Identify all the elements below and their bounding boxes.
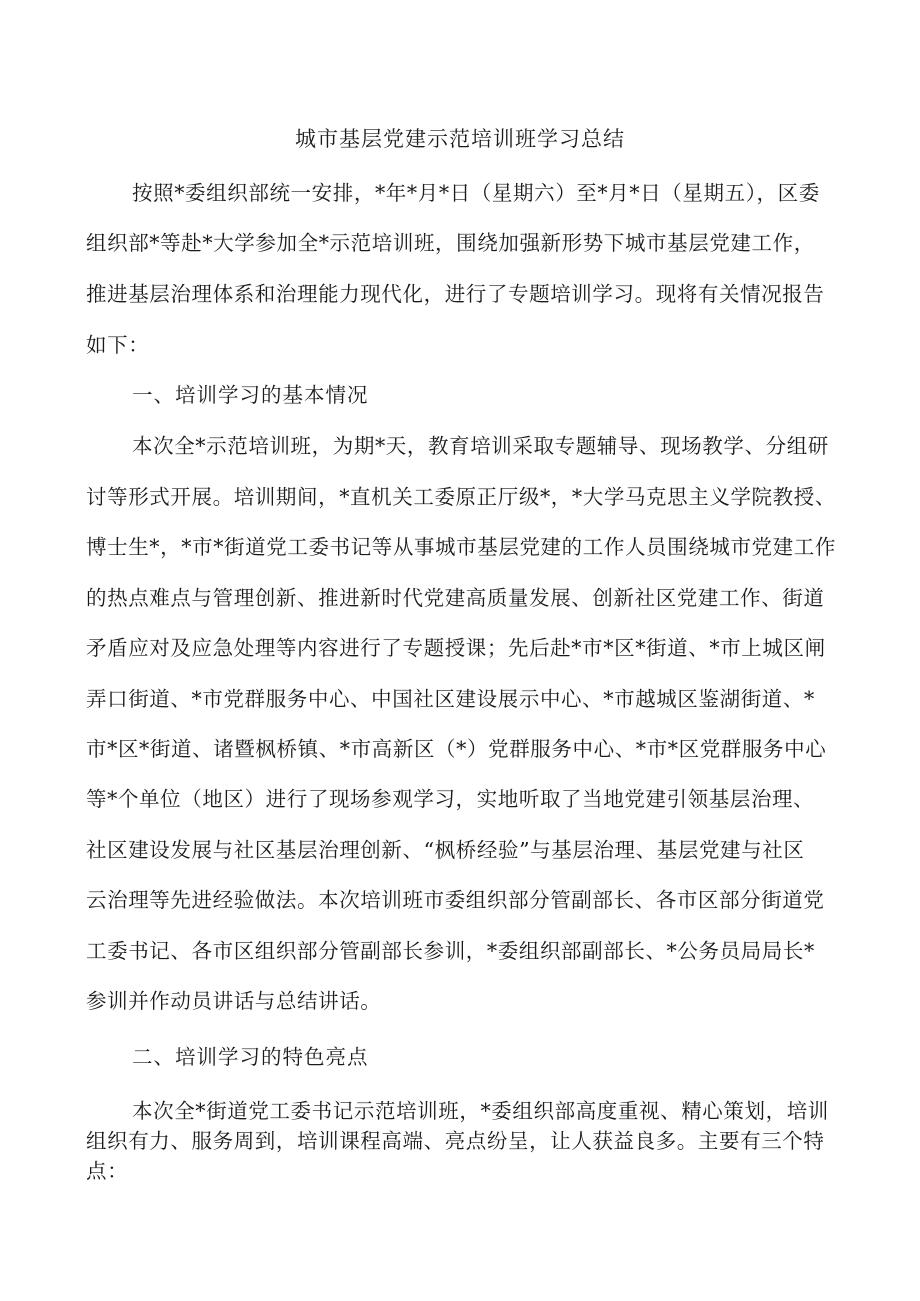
section1-line: 社区建设发展与社区基层治理创新、“枫桥经验”与基层治理、基层党建与社区 bbox=[86, 838, 805, 862]
section1-line: 的热点难点与管理创新、推进新时代党建高质量发展、创新社区党建工作、街道 bbox=[86, 586, 825, 610]
section-heading-2: 二、培训学习的特色亮点 bbox=[132, 1045, 369, 1069]
document-title: 城市基层党建示范培训班学习总结 bbox=[295, 127, 625, 151]
section1-line: 市*区*街道、诸暨枫桥镇、*市高新区（*）党群服务中心、*市*区党群服务中心 bbox=[86, 737, 827, 761]
section2-line: 本次全*街道党工委书记示范培训班，*委组织部高度重视、精心策划，培训 bbox=[132, 1099, 829, 1123]
section1-line: 博士生*，*市*街道党工委书记等从事城市基层党建的工作人员围绕城市党建工作 bbox=[86, 535, 836, 559]
section1-line: 本次全*示范培训班，为期*天，教育培训采取专题辅导、现场教学、分组研 bbox=[132, 434, 829, 458]
section2-line: 组织有力、服务周到，培训课程高端、亮点纷呈，让人获益良多。主要有三个特 bbox=[86, 1129, 825, 1153]
intro-line: 如下： bbox=[86, 333, 150, 357]
section1-line: 讨等形式开展。培训期间，*直机关工委原正厅级*，*大学马克思主义学院教授、 bbox=[86, 485, 836, 509]
section1-line: 云治理等先进经验做法。本次培训班市委组织部分管副部长、各市区部分街道党 bbox=[86, 888, 825, 912]
section1-line: 等*个单位（地区）进行了现场参观学习，实地听取了当地党建引领基层治理、 bbox=[86, 787, 815, 811]
section1-line: 工委书记、各市区组织部分管副部长参训，*委组织部副部长、*公务员局局长* bbox=[86, 939, 815, 963]
section-heading-1: 一、培训学习的基本情况 bbox=[132, 383, 369, 407]
intro-line: 组织部*等赴*大学参加全*示范培训班，围绕加强新形势下城市基层党建工作， bbox=[86, 231, 815, 255]
section2-line: 点： bbox=[86, 1159, 129, 1183]
section1-line: 参训并作动员讲话与总结讲话。 bbox=[86, 989, 382, 1013]
section1-line: 矛盾应对及应急处理等内容进行了专题授课；先后赴*市*区*街道、*市上城区闸 bbox=[86, 636, 826, 660]
intro-line: 推进基层治理体系和治理能力现代化，进行了专题培训学习。现将有关情况报告 bbox=[86, 282, 825, 306]
section1-line: 弄口街道、*市党群服务中心、中国社区建设展示中心、*市越城区鉴湖街道、* bbox=[86, 687, 815, 711]
intro-line: 按照*委组织部统一安排，*年*月*日（星期六）至*月*日（星期五），区委 bbox=[132, 181, 820, 205]
